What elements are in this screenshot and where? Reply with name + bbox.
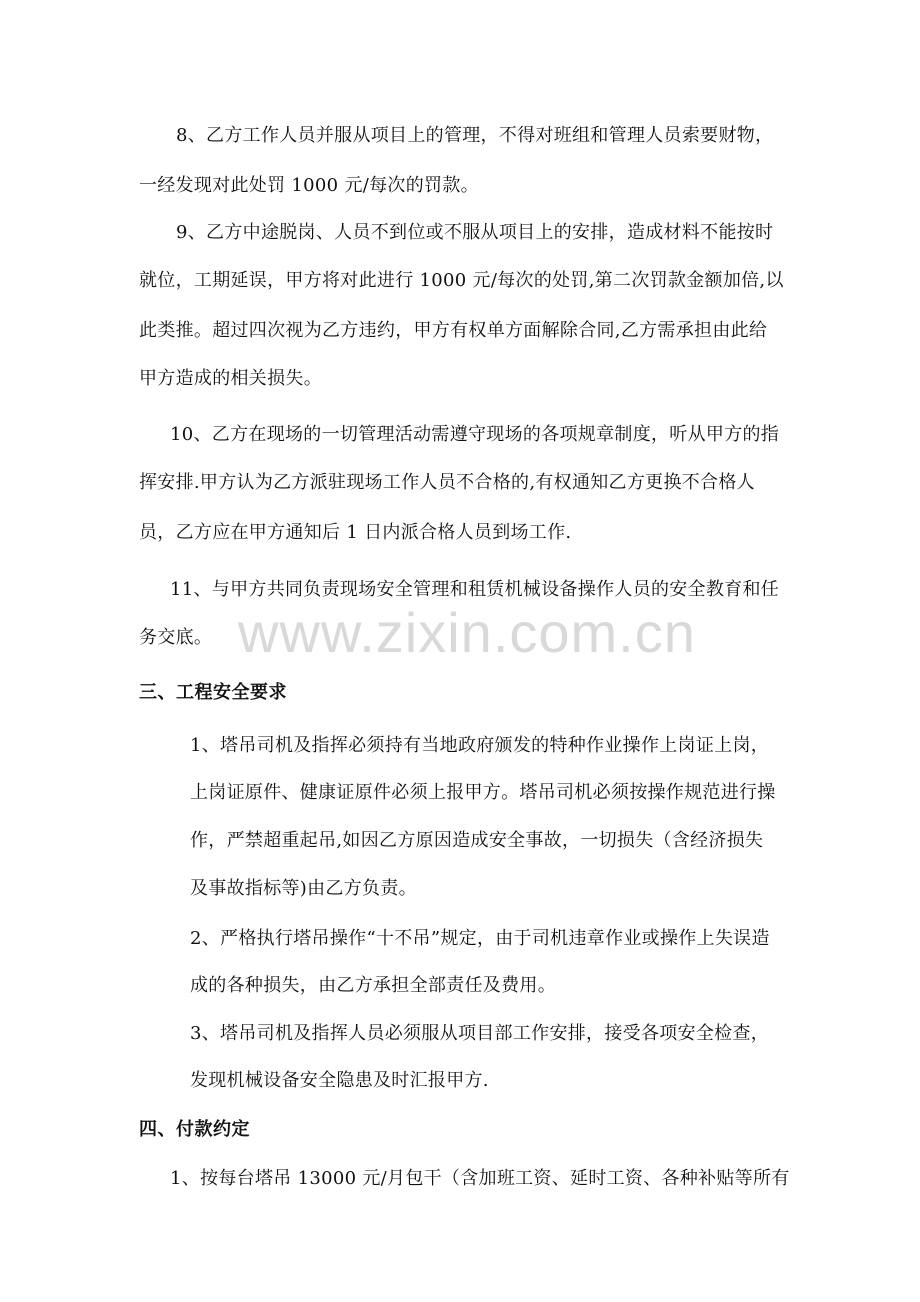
para10-line1: 10、乙方在现场的一切管理活动需遵守现场的各项规章制度，听从甲方的指 [170, 424, 780, 445]
para11-line1: 11、与甲方共同负责现场安全管理和租赁机械设备操作人员的安全教育和任 [170, 579, 780, 600]
para9-line4: 甲方造成的相关损失。 [139, 368, 322, 389]
para9-line2: 就位，工期延误，甲方将对此进行 1000 元/每次的处罚,第二次罚款金额加倍,以 [139, 270, 784, 291]
section-3-title: 三、工程安全要求 [139, 682, 287, 703]
s3-item3-line2: 发现机械设备安全隐患及时汇报甲方. [190, 1070, 489, 1091]
s3-item2-line2: 成的各种损失，由乙方承担全部责任及费用。 [190, 975, 556, 996]
para8-line2: 一经发现对此处罚 1000 元/每次的罚款。 [139, 175, 479, 196]
s3-item1-line1: 1、塔吊司机及指挥必须持有当地政府颁发的特种作业操作上岗证上岗， [190, 735, 770, 756]
para9-line3: 此类推。超过四次视为乙方违约，甲方有权单方面解除合同,乙方需承担由此给 [139, 320, 768, 341]
section-4-title: 四、付款约定 [139, 1119, 250, 1140]
s3-item2-line1: 2、严格执行塔吊操作“十不吊”规定，由于司机违章作业或操作上失误造 [190, 928, 770, 949]
para10-line2: 挥安排.甲方认为乙方派驻现场工作人员不合格的,有权通知乙方更换不合格人 [139, 472, 755, 493]
s3-item1-line3: 作，严禁超重起吊,如因乙方原因造成安全事故，一切损失（含经济损失 [190, 830, 764, 851]
para8-line1: 8、乙方工作人员并服从项目上的管理，不得对班组和管理人员索要财物， [176, 125, 774, 146]
para9-line1: 9、乙方中途脱岗、人员不到位或不服从项目上的安排，造成材料不能按时 [176, 222, 774, 243]
s3-item1-line2: 上岗证原件、健康证原件必须上报甲方。塔吊司机必须按操作规范进行操 [190, 782, 776, 803]
s3-item1-line4: 及事故指标等)由乙方负责。 [190, 878, 417, 899]
para10-line3: 员，乙方应在甲方通知后 1 日内派合格人员到场工作. [139, 522, 572, 543]
s3-item3-line1: 3、塔吊司机及指挥人员必须服从项目部工作安排，接受各项安全检查， [190, 1023, 770, 1044]
s4-item1-line1: 1、按每台塔吊 13000 元/月包干（含加班工资、延时工资、各种补贴等所有 [170, 1168, 790, 1189]
para11-line2: 务交底。 [139, 627, 213, 648]
site-watermark: www.zixin.com.cn [238, 601, 696, 664]
